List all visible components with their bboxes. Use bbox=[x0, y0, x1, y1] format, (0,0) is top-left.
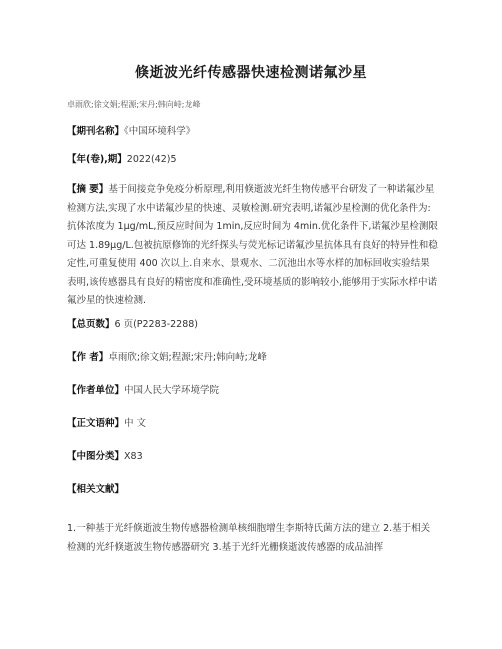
related-field bbox=[67, 481, 439, 500]
year-issue-field bbox=[67, 151, 439, 170]
field-label: 【中图分类】 bbox=[67, 451, 125, 462]
field-value: 中 文 bbox=[124, 418, 147, 429]
field-value: X83 bbox=[124, 451, 143, 462]
field-label: 【作 者】 bbox=[67, 352, 109, 363]
field-label: 【期刊名称】 bbox=[67, 126, 125, 137]
author-list: 卓雨欣;徐文娟;程源;宋丹;韩向峙;龙峰 bbox=[67, 100, 201, 109]
field-label: 【总页数】 bbox=[67, 319, 115, 330]
field-value: 2022(42)5 bbox=[126, 154, 177, 165]
field-label: 【作者单位】 bbox=[67, 385, 125, 396]
field-value: 中国人民大学环境学院 bbox=[124, 385, 220, 396]
pages-field bbox=[67, 316, 439, 335]
field-label: 【摘 要】 bbox=[67, 184, 109, 195]
field-value: 《中国环境科学》 bbox=[124, 126, 196, 137]
abstract-field bbox=[67, 181, 439, 311]
field-value: 卓雨欣;徐文娟;程源;宋丹;韩向峙;龙峰 bbox=[108, 352, 267, 363]
related-literature-text: 1.一种基于光纤倏逝波生物传感器检测单核细胞增生李斯特氏菌方法的建立 2.基于相关检测的光纤倏逝波生物传感器研究 3.基于光纤光栅倏逝波传感器的成品油挥 bbox=[67, 523, 431, 553]
field-value: 6 页(P2283-2288) bbox=[114, 319, 199, 330]
field-label: 【年(卷),期】 bbox=[67, 154, 127, 165]
classification-field bbox=[67, 448, 439, 467]
field-label: 【正文语种】 bbox=[67, 418, 125, 429]
authors-field bbox=[67, 349, 439, 368]
affiliation-field bbox=[67, 382, 439, 401]
field-value: 基于间接竞争免疫分析原理,利用倏逝波光纤生物传感平台研发了一种诺氟沙星检测方法,实现了水中诺氟沙星的快速、灵敏检测.研究表明,诺氟沙星检测的优化条件为:抗体浓度为 1μg/mL,预反应时间为 1min,反应时间为 4min.优化条件下,诺氟沙星检测限可达 1.89μg/L.包被抗原修饰的光纤探头与荧光标记诺氟沙星抗体具有良好的特异性和稳定性,可重复使用 400 次以上.自来水、景观水、二沉池出水等水样的加标回收实验结果表明,该传感器具有良好的精密度和准确性,受环境基质的影响较小,能够用于实际水样中诺氟沙星的快速检测. bbox=[67, 184, 438, 306]
page-title: 倏逝波光纤传感器快速检测诺氟沙星 bbox=[135, 65, 367, 81]
language-field bbox=[67, 415, 439, 434]
journal-field bbox=[67, 123, 439, 142]
field-label: 【相关文献】 bbox=[67, 484, 125, 495]
